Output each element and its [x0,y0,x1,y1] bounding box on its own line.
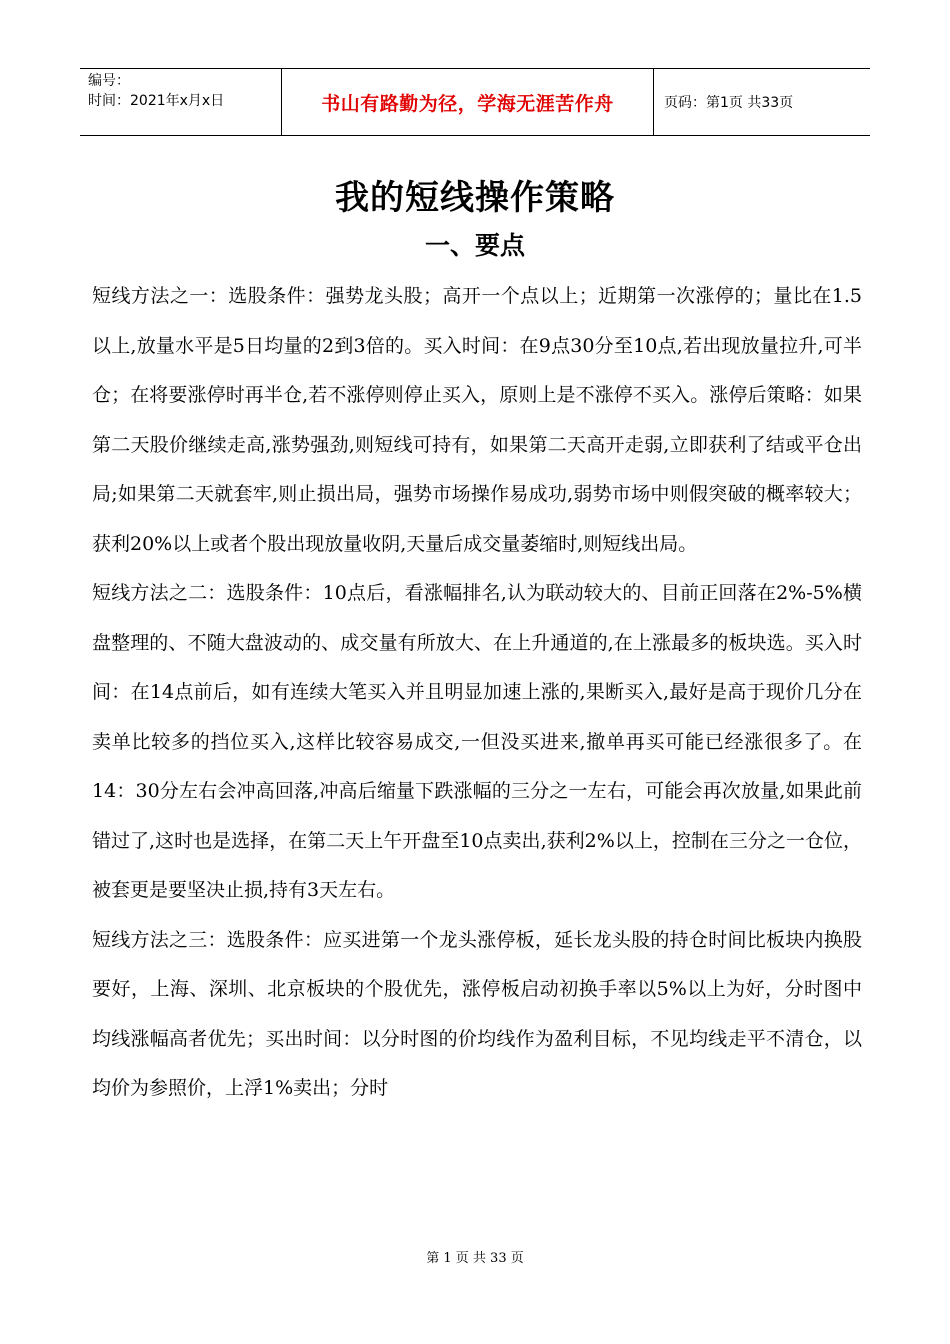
page-title: 我的短线操作策略 [335,178,615,218]
paragraph-method-1: 短线方法之一：选股条件：强势龙头股；高开一个点以上；近期第一次涨停的；量比在1.5以上,放量水平是5日均量的2到3倍的。买入时间：在9点30分至10点,若出现放量拉升,可半仓；在将要涨停时再半仓,若不涨停则停止买入，原则上是不涨停不买入。涨停后策略：如果第二天股价继续走高,涨势强劲,则短线可持有，如果第二天高开走弱,立即获利了结或平仓出局;如果第二天就套牢,则止损出局，强势市场操作易成功,弱势市场中则假突破的概率较大；获利20%以上或者个股出现放量收阴,天量后成交量萎缩时,则短线出局。 [92,285,862,555]
paragraph-method-3: 短线方法之三：选股条件：应买进第一个龙头涨停板，延长龙头股的持仓时间比板块内换股要好，上海、深圳、北京板块的个股优先，涨停板启动初换手率以5%以上为好，分时图中均线涨幅高者优先；买出时间：以分时图的价均线作为盈利目标，不见均线走平不清仓，以均价为参照价，上浮1%卖出；分时 [92,928,862,1099]
paragraph-method-2: 短线方法之二：选股条件：10点后，看涨幅排名,认为联动较大的、目前正回落在2%-5%横盘整理的、不随大盘波动的、成交量有所放大、在上升通道的,在上涨最多的板块选。买入时间：在14点前后，如有连续大笔买入并且明显加速上涨的,果断买入,最好是高于现价几分在卖单比较多的挡位买入,这样比较容易成交,一但没买进来,撤单再买可能已经涨很多了。在14：30分左右会冲高回落,冲高后缩量下跌涨幅的三分之一左右，可能会再次放量,如果此前错过了,这时也是选择，在第二天上午开盘至10点卖出,获利2%以上，控制在三分之一仓位，被套更是要坚决止损,持有3天左右。 [92,582,862,901]
header-meta-cell [80,69,282,135]
body-text [92,272,862,1114]
number-label: 编号： [88,73,130,89]
page-footer: 第 1 页 共 33 页 [426,1251,524,1266]
document-header [80,68,870,136]
motto-text: 书山有路勤为径，学海无涯苦作舟 [321,92,614,115]
header-page-cell [654,69,870,135]
time-label: 时间：2021年x月x日 [88,93,225,109]
header-motto-cell [282,69,654,135]
section-heading: 一、要点 [424,231,525,260]
page-info: 页码：第1页 共33页 [664,95,794,111]
